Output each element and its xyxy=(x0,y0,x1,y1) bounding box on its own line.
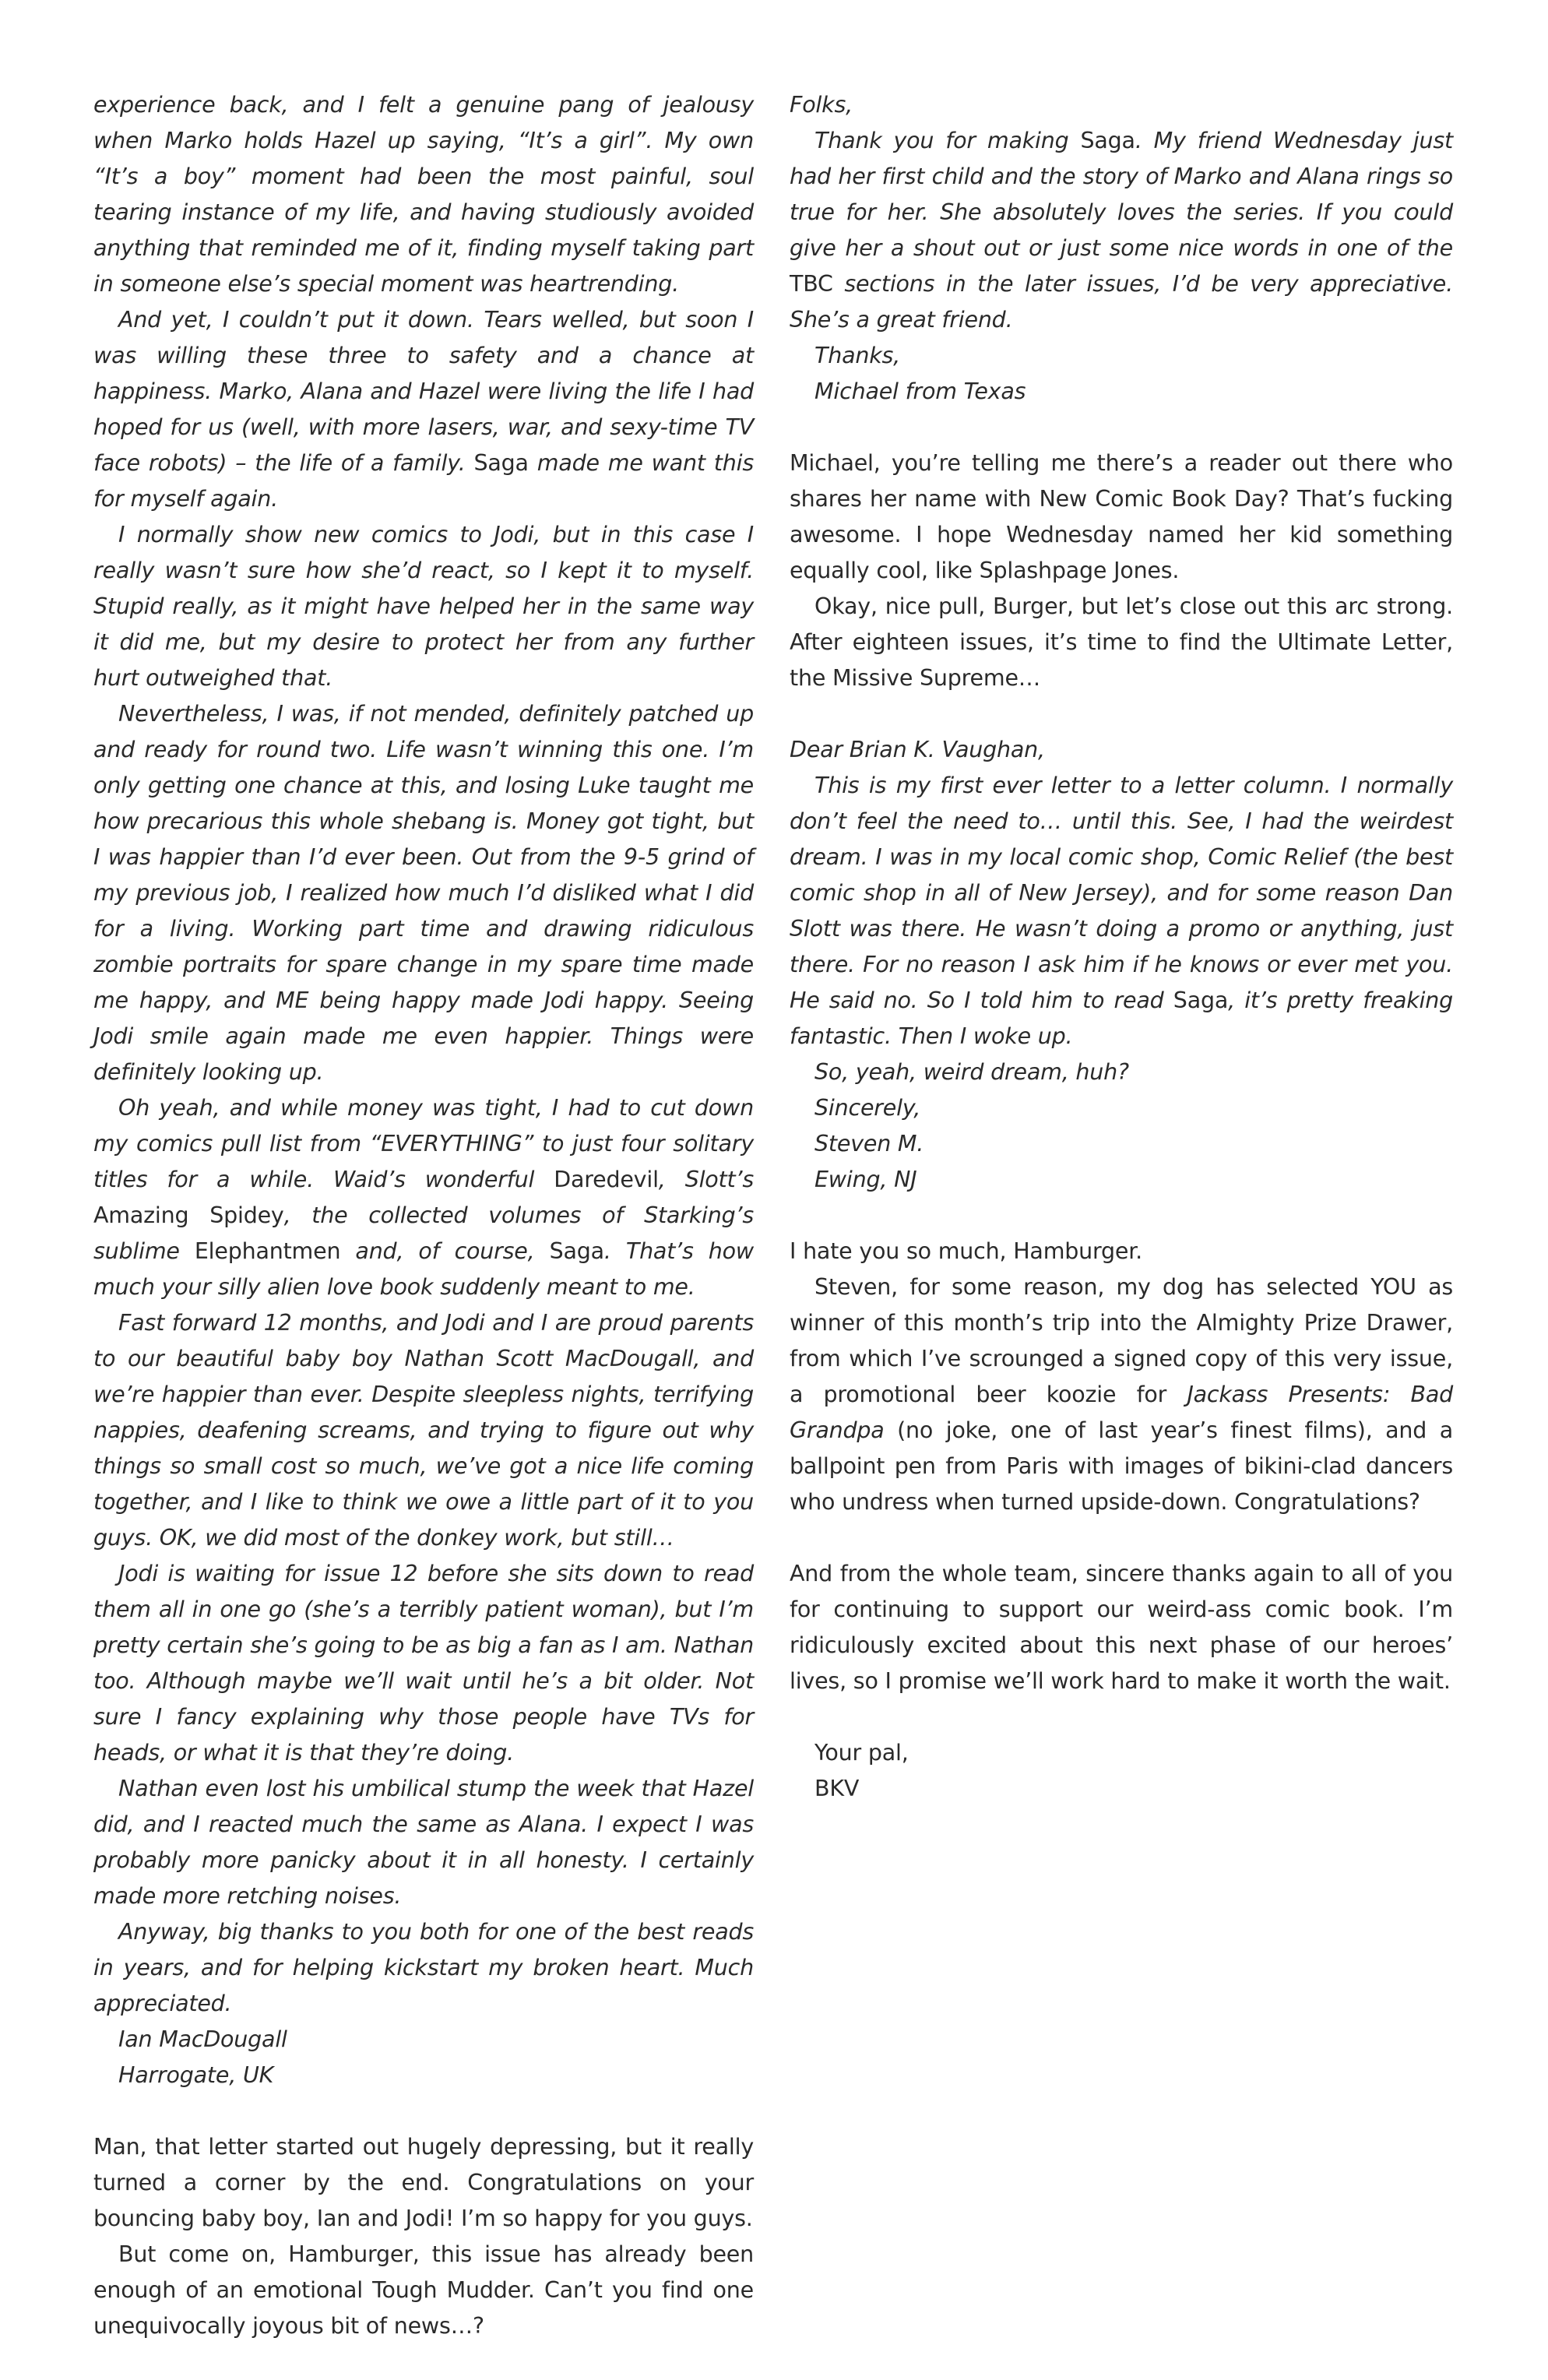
left-column xyxy=(93,87,754,2344)
spacer xyxy=(790,696,1453,732)
letter-paragraph: Oh yeah, and while money was tight, I had to cut down my comics pull list from “EVERYTHING” to just four solitary titles for a while. Waid’s wonderful Daredevil, Slott’s Amazing Spidey, the collected volumes of Starking’s sublime Elephantmen and, of course, Saga. That’s how much your silly alien love book suddenly meant to me. xyxy=(93,1095,754,1300)
reply-paragraph: But come on, Hamburger, this issue has already been enough of an emotional Tough Mudder. Can’t you find one unequivocally joyous bit of news…? xyxy=(93,2241,754,2339)
letter-paragraph: Jodi is waiting for issue 12 before she sits down to read them all in one go (she’s a terribly patient woman), but I’m pretty certain she’s going to be as big a fan as I am. Nathan too. Although maybe we’ll wait until he’s a bit older. Not sure I fancy explaining why those people have TVs for heads, or what it is that they’re doing. xyxy=(93,1561,754,1766)
right-column xyxy=(790,87,1453,1807)
reply-to-michael xyxy=(790,445,1453,696)
closing: Sincerely, xyxy=(814,1095,921,1121)
title-daredevil: Daredevil xyxy=(554,1167,659,1192)
spacer xyxy=(790,1699,1453,1735)
signature-place: Ewing, NJ xyxy=(814,1167,917,1192)
title-elephantmen: Elephantmen xyxy=(194,1238,341,1264)
salutation: Dear Brian K. Vaughan, xyxy=(790,737,1045,762)
closing-note xyxy=(790,1556,1453,1807)
signature-name: Michael from Texas xyxy=(814,378,1026,404)
title-amazing-spidey: Amazing Spidey xyxy=(93,1202,284,1228)
letter-paragraph: Fast forward 12 months, and Jodi and I are proud parents to our beautiful baby boy Nathan Scott MacDougall, and we’re happier than ever. Despite sleepless nights, terrifying nappies, deafening screams, and trying to figure out why things so small cost so much, we’ve got a nice life coming together, and I like to think we owe a little part of it to you guys. OK, we did most of the donkey work, but still… xyxy=(93,1310,754,1551)
title-saga: Saga xyxy=(1173,988,1229,1013)
letter-steven xyxy=(790,732,1453,1198)
signature-name: Ian MacDougall xyxy=(118,2026,287,2052)
reply-paragraph: Michael, you’re telling me there’s a reader out there who shares her name with New Comic Book Day? That’s fucking awesome. I hope Wednesday named her kid something equally cool, like Splashpage Jones. xyxy=(790,450,1453,583)
letter-paragraph: experience back, and I felt a genuine pang of jealousy when Marko holds Hazel up saying, “It’s a girl”. My own “It’s a boy” moment had been the most painful, soul tearing instance of my life, and having studiously avoided anything that reminded me of it, finding myself taking part in someone else’s special moment was heartrending. xyxy=(93,92,754,297)
reply-to-steven xyxy=(790,1234,1453,1520)
letter-paragraph: Nathan even lost his umbilical stump the week that Hazel did, and I reacted much the same as Alana. I expect I was probably more panicky about it in all honesty. I certainly made more retching noises. xyxy=(93,1776,754,1909)
letter-ian xyxy=(93,87,754,2093)
letter-paragraph: Anyway, big thanks to you both for one of the best reads in years, and for helping kickstart my broken heart. Much appreciated. xyxy=(93,1919,754,2016)
letter-paragraph: I normally show new comics to Jodi, but in this case I really wasn’t sure how she’d react, so I kept it to myself. Stupid really, as it might have helped her in the same way it did me, but my desire to protect her from any further hurt outweighed that. xyxy=(93,522,754,691)
letter-paragraph: And yet, I couldn’t put it down. Tears welled, but soon I was willing these three to safety and a chance at happiness. Marko, Alana and Hazel were living the life I had hoped for us (well, with more lasers, war, and sexy-time TV face robots) – the life of a family. Saga made me want this for myself again. xyxy=(93,307,754,512)
letter-paragraph: So, yeah, weird dream, huh? xyxy=(814,1059,1129,1085)
letter-paragraph: Nevertheless, I was, if not mended, definitely patched up and ready for round two. Life wasn’t winning this one. I’m only getting one chance at this, and losing Luke taught me how precarious this whole shebang is. Money got tight, but I was happier than I’d ever been. Out from the 9-5 grind of my previous job, I realized how much I’d disliked what I did for a living. Working part time and drawing ridiculous zombie portraits for spare change in my spare time made me happy, and ME being happy made Jodi happy. Seeing Jodi smile again made me even happier. Things were definitely looking up. xyxy=(93,701,754,1085)
spacer xyxy=(790,1520,1453,1556)
spacer xyxy=(93,2093,754,2129)
reply-paragraph: Okay, nice pull, Burger, but let’s close out this arc strong. After eighteen issues, it’s time to find the Ultimate Letter, the Missive Supreme… xyxy=(790,593,1453,691)
reply-paragraph: I hate you so much, Hamburger. xyxy=(790,1238,1143,1264)
signature-bkv: BKV xyxy=(814,1776,860,1801)
title-saga: Saga xyxy=(473,450,529,476)
film-title: Jackass Presents: Bad Grandpa xyxy=(790,1382,1453,1443)
salutation: Folks, xyxy=(790,92,853,118)
letter-paragraph: This is my first ever letter to a letter column. I normally don’t feel the need to… until this. See, I had the weirdest dream. I was in my local comic shop, Comic Relief (the best comic shop in all of New Jersey), and for some reason Dan Slott was there. He wasn’t doing a promo or anything, just there. For no reason I ask him if he knows or ever met you. He said no. So I told him to read Saga, it’s pretty freaking fantastic. Then I woke up. xyxy=(790,773,1453,1049)
tbc-label: TBC xyxy=(790,271,833,297)
letter-paragraph: Thank you for making Saga. My friend Wednesday just had her first child and the story of Marko and Alana rings so true for her. She absolutely loves the series. If you could give her a shout out or just some nice words in one of the TBC sections in the later issues, I’d be very appreciative. She’s a great friend. xyxy=(790,128,1453,333)
signature-name: Steven M. xyxy=(814,1131,924,1157)
title-saga: Saga xyxy=(549,1238,604,1264)
spacer xyxy=(790,1198,1453,1234)
letter-michael xyxy=(790,87,1453,410)
signature-place: Harrogate, UK xyxy=(118,2062,274,2088)
reply-to-ian xyxy=(93,2129,754,2344)
reply-paragraph: Man, that letter started out hugely depressing, but it really turned a corner by the end. Congratulations on your bouncing baby boy, Ian and Jodi! I’m so happy for you guys. xyxy=(93,2134,754,2231)
reply-paragraph: Steven, for some reason, my dog has selected YOU as winner of this month’s trip into the Almighty Prize Drawer, from which I’ve scrounged a signed copy of this very issue, a promotional beer koozie for Jackass Presents: Bad Grandpa (no joke, one of last year’s finest films), and a ballpoint pen from Paris with images of bikini-clad dancers who undress when turned upside-down. Congratulations? xyxy=(790,1274,1453,1515)
spacer xyxy=(790,410,1453,445)
closing-paragraph: And from the whole team, sincere thanks again to all of you for continuing to support our weird-ass comic book. I’m ridiculously excited about this next phase of our heroes’ lives, so I promise we’ll work hard to make it worth the wait. xyxy=(790,1561,1453,1694)
closing: Thanks, xyxy=(814,343,901,368)
signoff: Your pal, xyxy=(814,1740,909,1766)
title-saga: Saga xyxy=(1080,128,1135,153)
